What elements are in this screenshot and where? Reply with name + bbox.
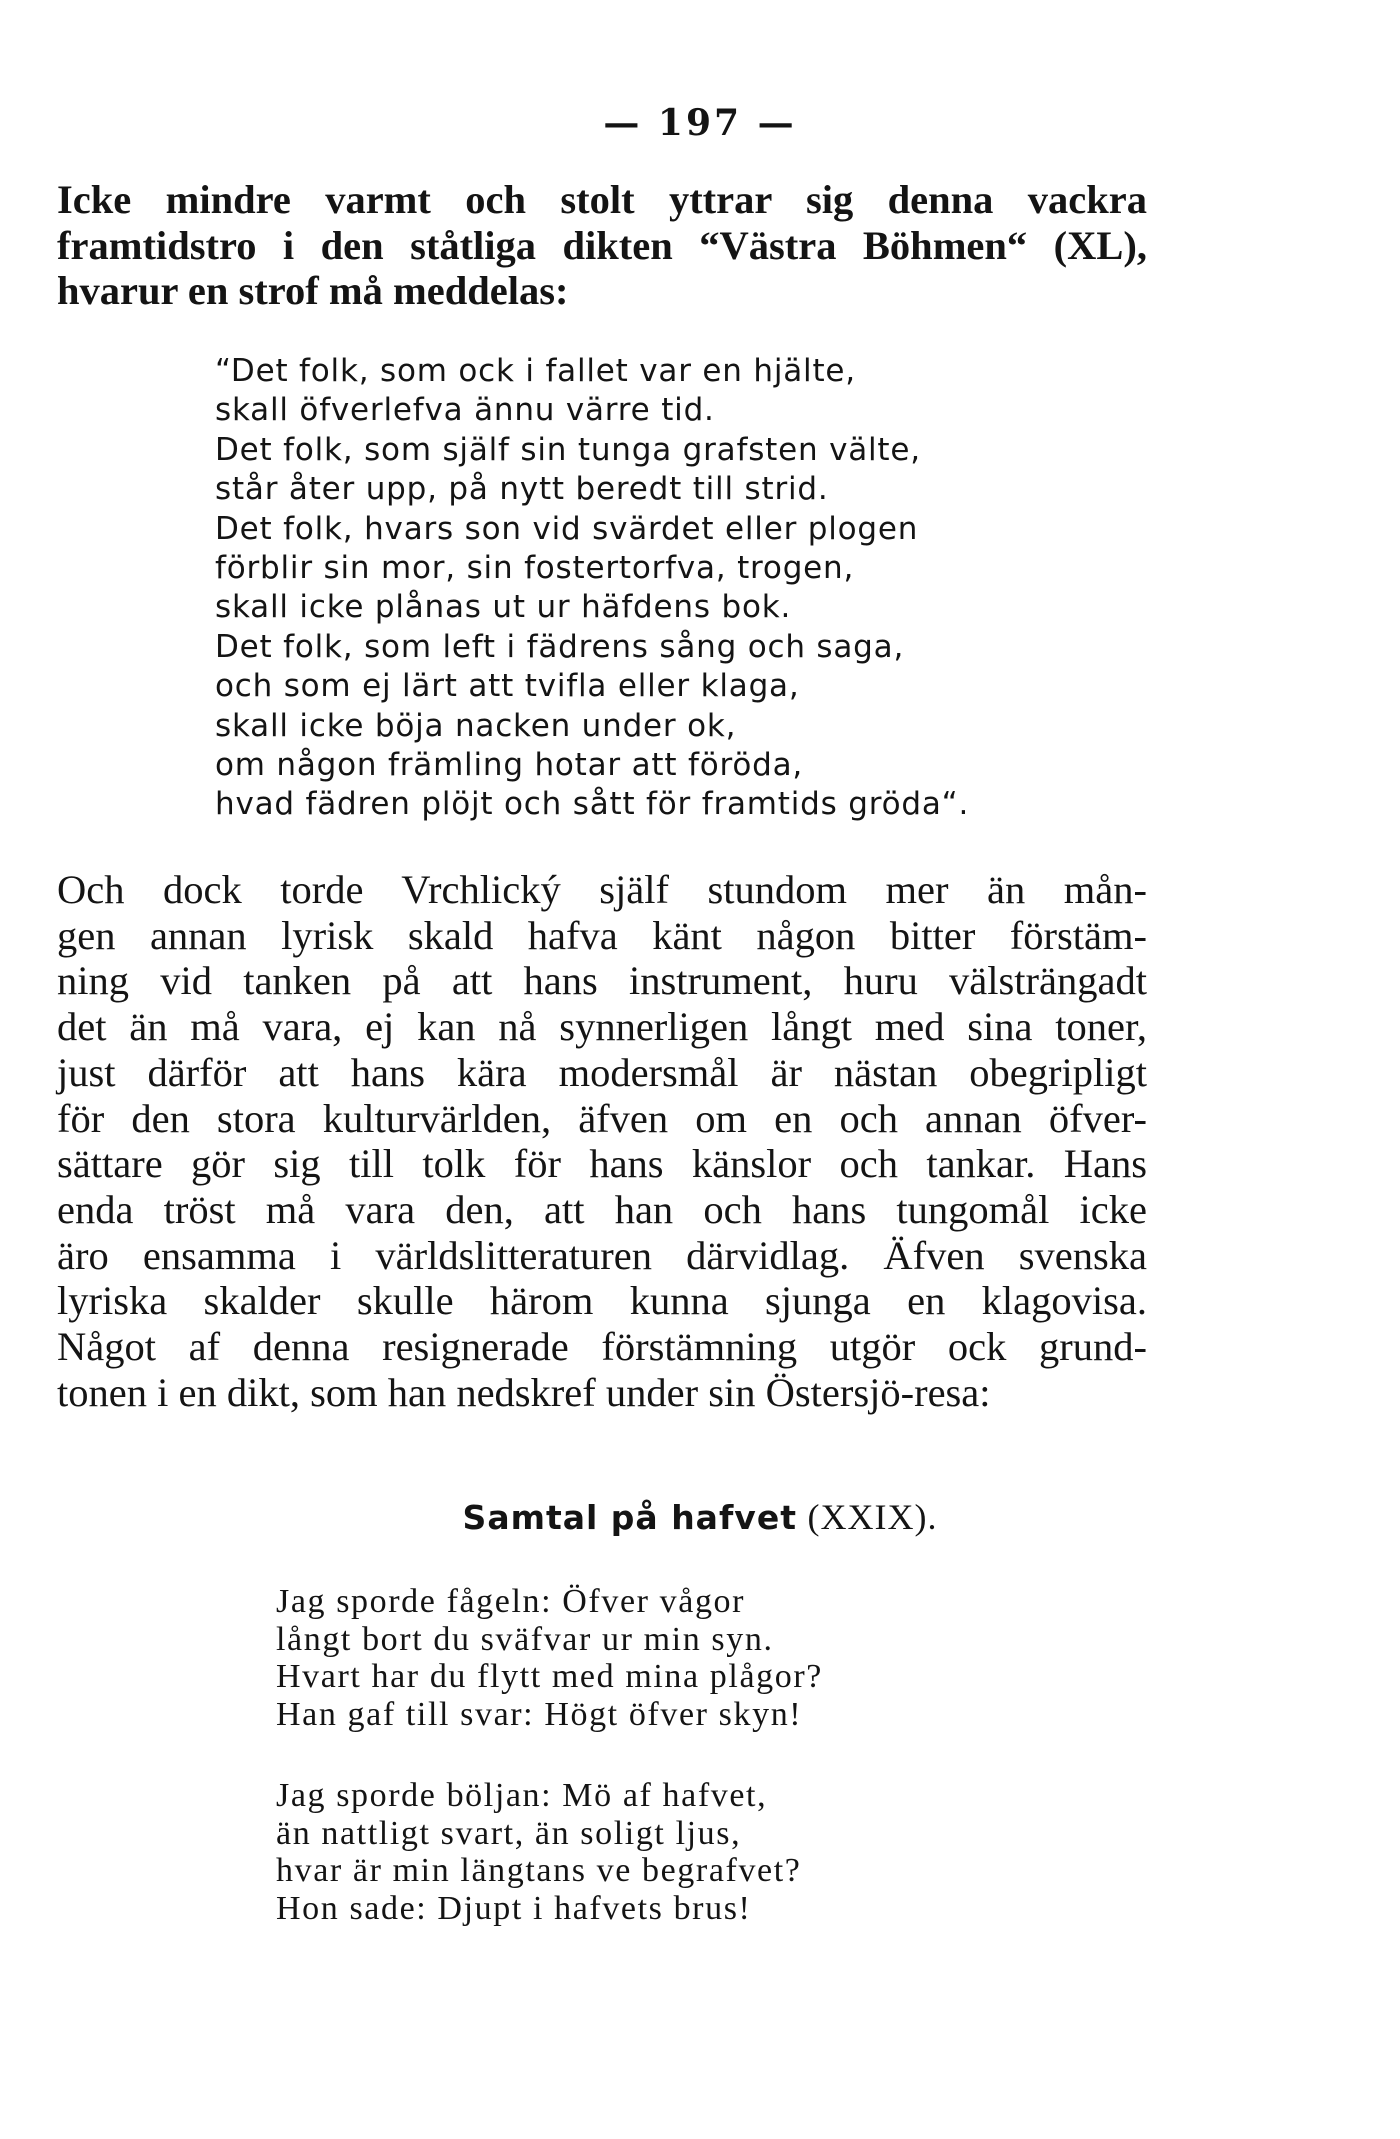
- verse-line: står åter upp, på nytt beredt till strid.: [215, 471, 829, 508]
- poem-stanza-2: [276, 1777, 976, 1927]
- verse-line: “Det folk, som ock i fallet var en hjälte,: [215, 353, 856, 389]
- text-line: just därför att hans kära modersmål är nästan obegripligt: [57, 1049, 1147, 1095]
- quoted-verse: [215, 352, 995, 825]
- verse-line: skall icke böja nacken under ok,: [215, 707, 737, 744]
- poem-title-number: (XXIX).: [807, 1497, 938, 1537]
- text-line: hvarur en strof må meddelas:: [57, 268, 569, 314]
- text-line: det än må vara, ej kan nå synnerligen långt med sina toner,: [57, 1004, 1147, 1050]
- poem-line: Hon sade: Djupt i hafvets brus!: [276, 1889, 752, 1927]
- poem-line: hvar är min längtans ve begrafvet?: [276, 1852, 802, 1889]
- text-line: enda tröst må vara den, att han och hans tungomål icke: [57, 1186, 1147, 1232]
- text-line: äro ensamma i världslitteraturen därvidlag. Äfven svenska: [57, 1232, 1147, 1278]
- poem-line: Hvart har du flytt med mina plågor?: [276, 1658, 823, 1695]
- verse-line: och som ej lärt att tvifla eller klaga,: [215, 668, 800, 705]
- text-line: Och dock torde Vrchlický själf stundom mer än mån-: [57, 867, 1147, 912]
- poem-line: Han gaf till svar: Högt öfver skyn!: [276, 1695, 803, 1733]
- text-line: lyriska skalder skulle härom kunna sjunga en klagovisa.: [57, 1278, 1147, 1324]
- verse-line: Det folk, som left i fädrens sång och saga,: [215, 628, 905, 665]
- text-line: Något af denna resignerade förstämning utgör ock grund-: [57, 1324, 1147, 1370]
- verse-line: skall icke plånas ut ur häfdens bok.: [215, 589, 792, 626]
- verse-line: Det folk, som själf sin tunga grafsten välte,: [215, 431, 921, 468]
- poem-title-text: Samtal på hafvet: [462, 1498, 797, 1537]
- text-line: för den stora kulturvärlden, äfven om en och annan öfver-: [57, 1095, 1147, 1141]
- poem-stanza-1: [276, 1583, 976, 1733]
- poem-line: Jag sporde fågeln: Öfver vågor: [276, 1583, 746, 1620]
- text-line: Icke mindre varmt och stolt yttrar sig denna vackra: [57, 177, 1147, 222]
- verse-line: hvad fädren plöjt och sått för framtids gröda“.: [215, 786, 970, 823]
- text-line: ning vid tanken på att hans instrument, huru välsträngadt: [57, 958, 1147, 1004]
- poem-title: [0, 1496, 1400, 1538]
- verse-line: om någon främling hotar att föröda,: [215, 747, 804, 784]
- poem-line: Jag sporde böljan: Mö af hafvet,: [276, 1777, 768, 1814]
- main-paragraph: [57, 867, 1147, 1415]
- intro-paragraph: [57, 177, 1147, 314]
- text-line: gen annan lyrisk skald hafva känt någon bitter förstäm-: [57, 912, 1147, 958]
- text-line: tonen i en dikt, som han nedskref under sin Östersjö-resa:: [57, 1369, 991, 1415]
- poem-line: långt bort du sväfvar ur min syn.: [276, 1620, 774, 1658]
- text-line: framtidstro i den ståtliga dikten “Västra Böhmen“ (XL),: [57, 222, 1147, 268]
- poem-line: än nattligt svart, än soligt ljus,: [276, 1814, 742, 1852]
- text-line: sättare gör sig till tolk för hans känslor och tankar. Hans: [57, 1141, 1147, 1187]
- verse-line: förblir sin mor, sin fostertorfva, trogen,: [215, 550, 855, 587]
- page-number: — 197 —: [603, 102, 797, 144]
- verse-line: skall öfverlefva ännu värre tid.: [215, 392, 715, 429]
- verse-line: Det folk, hvars son vid svärdet eller plogen: [215, 510, 919, 547]
